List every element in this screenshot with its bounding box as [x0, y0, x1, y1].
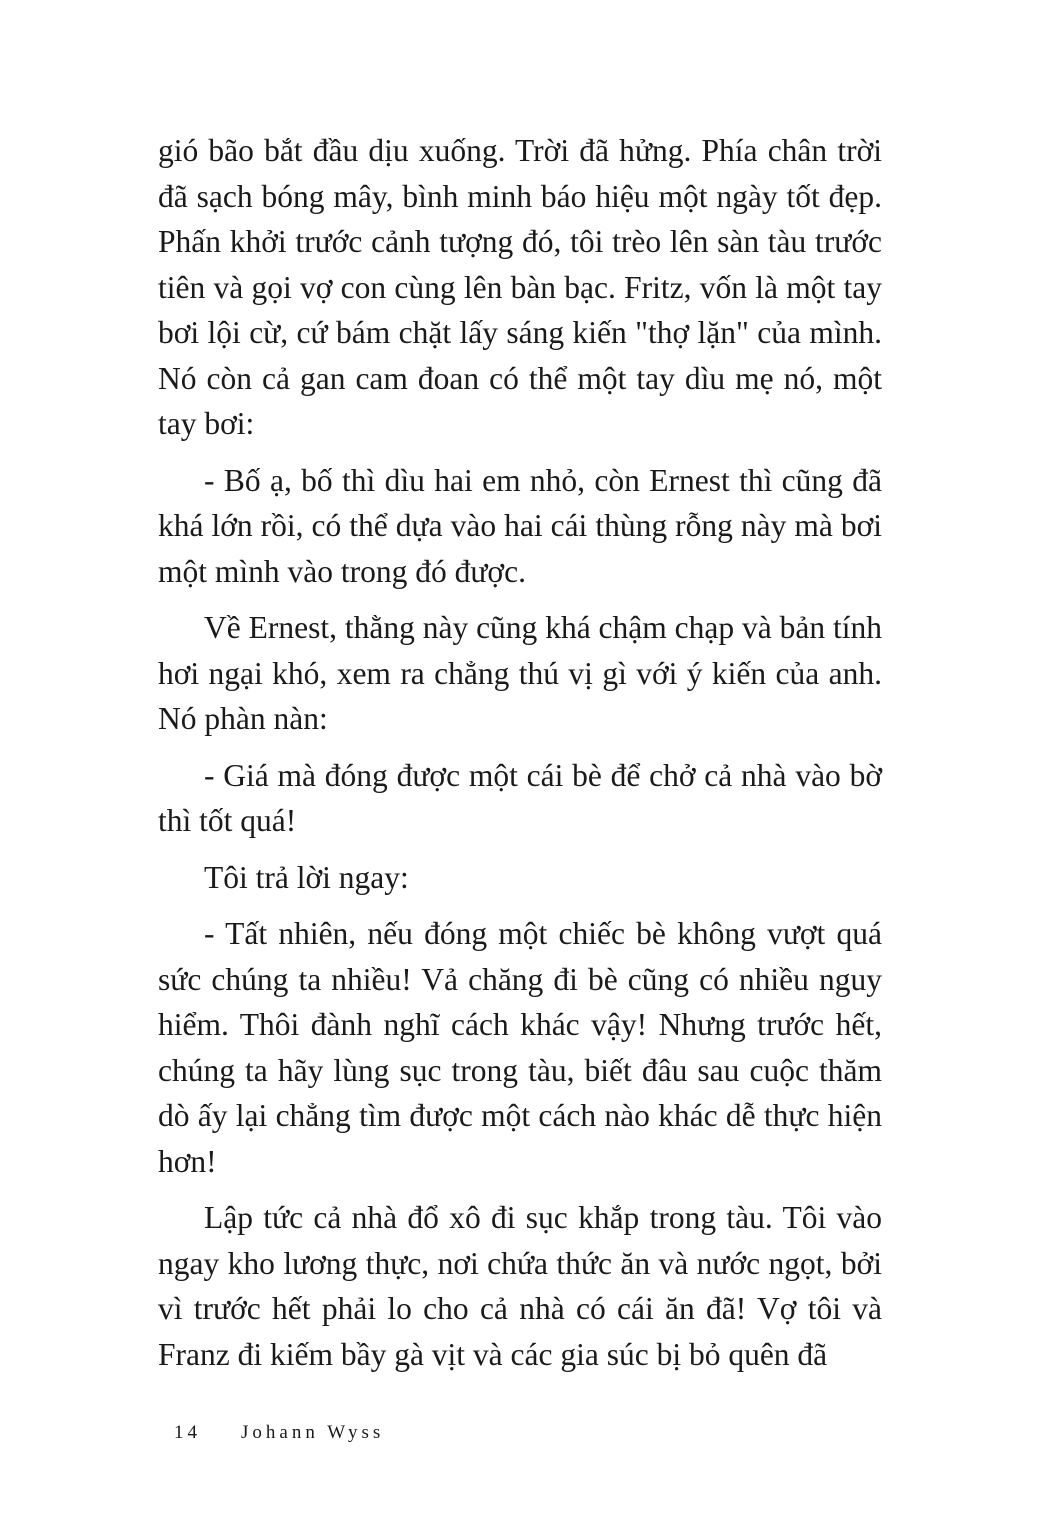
page-number: 14 [174, 1422, 201, 1443]
paragraph: - Giá mà đóng được một cái bè để chở cả nhà vào bờ thì tốt quá! [158, 757, 882, 838]
paragraph: - Bố ạ, bố thì dìu hai em nhỏ, còn Ernest thì cũng đã khá lớn rồi, có thể dựa vào hai cái thùng rỗng này mà bơi một mình vào trong đó được. [158, 462, 882, 589]
paragraph: - Tất nhiên, nếu đóng một chiếc bè không vượt quá sức chúng ta nhiều! Vả chăng đi bè cũng có nhiều nguy hiểm. Thôi đành nghĩ cách khác vậy! Nhưng trước hết, chúng ta hãy lùng sục trong tàu, biết đâu sau cuộc thăm dò ấy lại chẳng tìm được một cách nào khác dễ thực hiện hơn! [158, 916, 882, 1179]
paragraph: Lập tức cả nhà đổ xô đi sục khắp trong tàu. Tôi vào ngay kho lương thực, nơi chứa thức ăn và nước ngọt, bởi vì trước hết phải lo cho cả nhà có cái ăn đã! Vợ tôi và Franz đi kiếm bầy gà vịt và các gia súc bị bỏ quên đã [158, 1200, 882, 1372]
page-footer [174, 1422, 384, 1444]
paragraph: Về Ernest, thằng này cũng khá chậm chạp và bản tính hơi ngại khó, xem ra chẳng thú vị gì với ý kiến của anh. Nó phàn nàn: [158, 610, 882, 736]
paragraph: Tôi trả lời ngay: [204, 859, 409, 895]
body-text [158, 128, 882, 1388]
running-head-author: Johann Wyss [241, 1422, 385, 1443]
paragraph: gió bão bắt đầu dịu xuống. Trời đã hửng. Phía chân trời đã sạch bóng mây, bình minh báo hiệu một ngày tốt đẹp. Phấn khởi trước cảnh tượng đó, tôi trèo lên sàn tàu trước tiên và gọi vợ con cùng lên bàn bạc. Fritz, vốn là một tay bơi lội cừ, cứ bám chặt lấy sáng kiến "thợ lặn" của mình. Nó còn cả gan cam đoan có thể một tay dìu mẹ nó, một tay bơi: [158, 133, 882, 441]
